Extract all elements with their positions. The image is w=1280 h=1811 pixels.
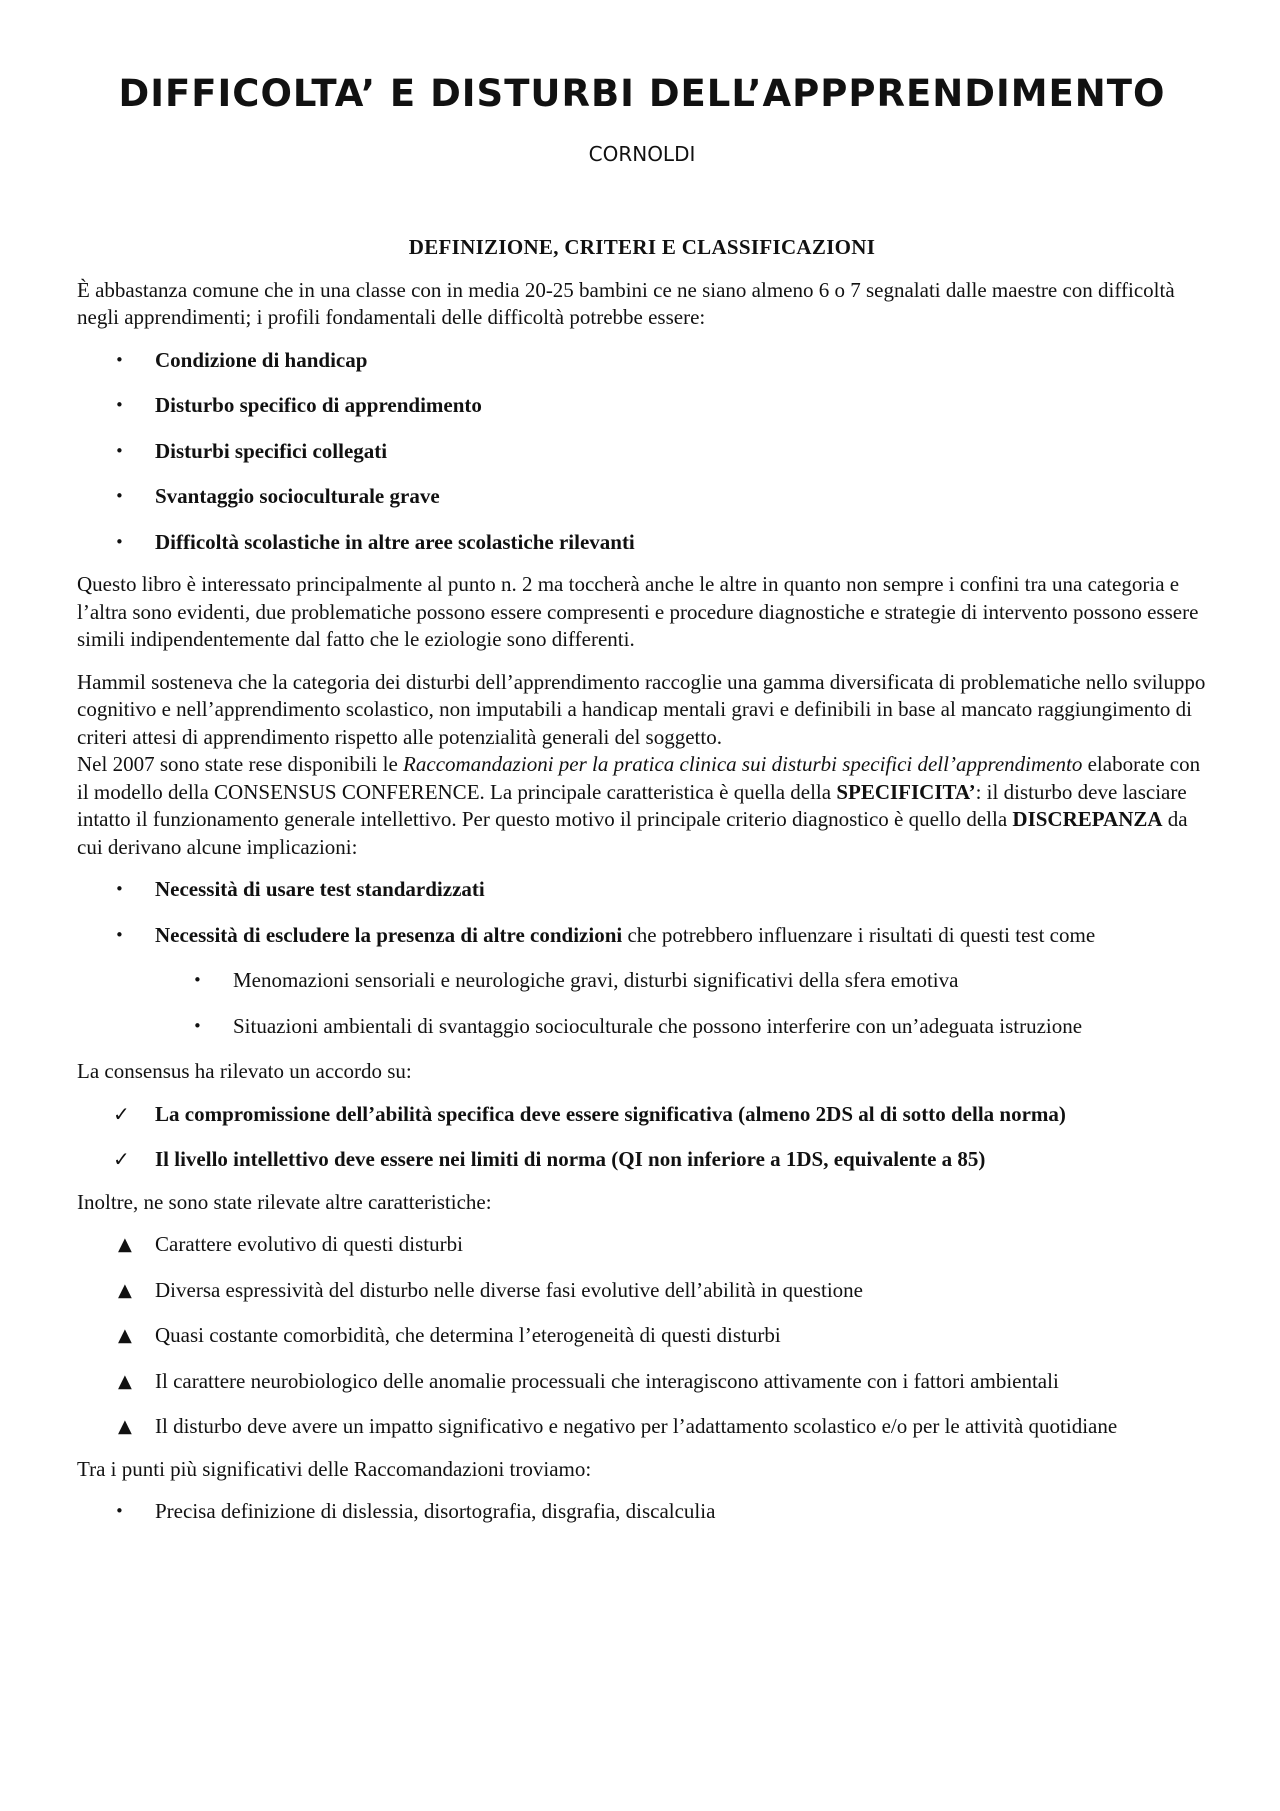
other-features-list (77, 1231, 1207, 1441)
list-item: • Necessità di escludere la presenza di altre condizioni che potrebbero influenzare i risultati di questi test come • Menomazioni sensoriali e neurologiche gravi, disturbi significativi della sfera emotiva • Situazioni ambientali di svantaggio socioculturale che possono interferire con un’adeguata istruzione (77, 922, 1207, 1041)
consensus-list (77, 1101, 1207, 1174)
triangle-icon: ▲ (118, 1416, 132, 1437)
checkmark-icon: ✓ (113, 1101, 130, 1126)
consensus-intro: La consensus ha rilevato un accordo su: (77, 1059, 412, 1083)
list-item: • Condizione di handicap (77, 347, 1207, 375)
bullet-icon: • (115, 396, 124, 414)
bullet-icon: • (115, 487, 124, 505)
list-item: • Difficoltà scolastiche in altre aree scolastiche rilevanti (77, 529, 1207, 557)
list-item: ✓ La compromissione dell’abilità specifica deve essere significativa (almeno 2DS al di sotto della norma) (77, 1101, 1207, 1129)
triangle-icon: ▲ (118, 1279, 132, 1301)
other-features-intro: Inoltre, ne sono state rilevate altre caratteristiche: (77, 1189, 492, 1214)
list-item: • Necessità di usare test standardizzati (77, 876, 1207, 904)
implications-list (77, 876, 1207, 1040)
specificita-term: SPECIFICITA’ (836, 779, 976, 804)
bullet-icon: • (193, 971, 202, 989)
bullet-icon: • (115, 441, 124, 460)
bullet-icon: • (115, 1502, 124, 1520)
section-title: DEFINIZIONE, CRITERI E CLASSIFICAZIONI (408, 235, 876, 259)
document-author: CORNOLDI (588, 142, 696, 166)
recommendations-list (77, 1498, 1207, 1526)
profiles-list (77, 347, 1207, 557)
bullet-icon: • (193, 1016, 202, 1035)
bullet-icon: • (115, 925, 124, 944)
list-item: ▲ Il disturbo deve avere un impatto significativo e negativo per l’adattamento scolastico e/o per le attività quotidiane (77, 1413, 1207, 1441)
book-focus-paragraph: Questo libro è interessato principalmente al punto n. 2 ma toccherà anche le altre in quanto non sempre i confini tra una categoria e l’altra sono evidenti, due problematiche possono essere compresenti e procedure diagnostiche e strategie di intervento possono essere simili indipendentemente dal fatto che le eziologie sono differenti. (77, 572, 1199, 651)
list-item: • Menomazioni sensoriali e neurologiche gravi, disturbi significativi della sfera emotiva (77, 967, 1207, 995)
raccomandazioni-paragraph: Nel 2007 sono state rese disponibili le Raccomandazioni per la pratica clinica sui disturbi specifici dell’apprendimento elaborate con il modello della CONSENSUS CONFERENCE. La principale caratteristica è quella della SPECIFICITA’: il disturbo deve lasciare intatto il funzionamento generale intellettivo. Per questo motivo il principale criterio diagnostico è quello della DISCREPANZA da cui derivano alcune implicazioni: (77, 752, 1201, 859)
list-item: ▲ Quasi costante comorbidità, che determina l’eterogeneità di questi disturbi (77, 1322, 1207, 1350)
list-item: ▲ Il carattere neurobiologico delle anomalie processuali che interagiscono attivamente con i fattori ambientali (77, 1368, 1207, 1396)
list-item: ✓ Il livello intellettivo deve essere nei limiti di norma (QI non inferiore a 1DS, equivalente a 85) (77, 1146, 1207, 1174)
bullet-icon: • (115, 350, 124, 369)
list-item: ▲ Diversa espressività del disturbo nelle diverse fasi evolutive dell’abilità in questione (77, 1277, 1207, 1305)
discrepanza-term: DISCREPANZA (1012, 807, 1163, 831)
list-item: ▲ Carattere evolutivo di questi disturbi (77, 1231, 1207, 1259)
document-body (77, 234, 1207, 1541)
triangle-icon: ▲ (118, 1234, 132, 1255)
bullet-icon: • (115, 880, 124, 898)
raccomandazioni-title: Raccomandazioni per la pratica clinica sui disturbi specifici dell’apprendimento (403, 752, 1083, 776)
intro-paragraph: È abbastanza comune che in una classe con in media 20-25 bambini ce ne siano almeno 6 o 7 segnalati dalle maestre con difficoltà negli apprendimenti; i profili fondamentali delle difficoltà potrebbe essere: (77, 277, 1175, 329)
bullet-icon: • (115, 532, 124, 551)
list-item: • Svantaggio socioculturale grave (77, 483, 1207, 511)
list-item: • Situazioni ambientali di svantaggio socioculturale che possono interferire con un’adeguata istruzione (77, 1013, 1207, 1041)
recommendations-intro: Tra i punti più significativi delle Raccomandazioni troviamo: (77, 1456, 592, 1481)
triangle-icon: ▲ (118, 1325, 132, 1346)
triangle-icon: ▲ (118, 1370, 132, 1392)
hammil-paragraph: Hammil sosteneva che la categoria dei disturbi dell’apprendimento raccoglie una gamma diversificata di problematiche nello sviluppo cognitivo e nell’apprendimento scolastico, non imputabili a handicap mentali gravi e definibili in base al mancato raggiungimento di criteri attesi di apprendimento rispetto alle potenzialità generali del soggetto. (77, 669, 1206, 749)
document-title: DIFFICOLTA’ E DISTURBI DELL’APPPRENDIMENTO (118, 72, 1166, 115)
list-item: • Precisa definizione di dislessia, disortografia, disgrafia, discalculia (77, 1498, 1207, 1526)
checkmark-icon: ✓ (113, 1147, 130, 1171)
list-item: • Disturbo specifico di apprendimento (77, 392, 1207, 420)
list-item: • Disturbi specifici collegati (77, 438, 1207, 466)
conditions-sublist (155, 967, 1207, 1040)
